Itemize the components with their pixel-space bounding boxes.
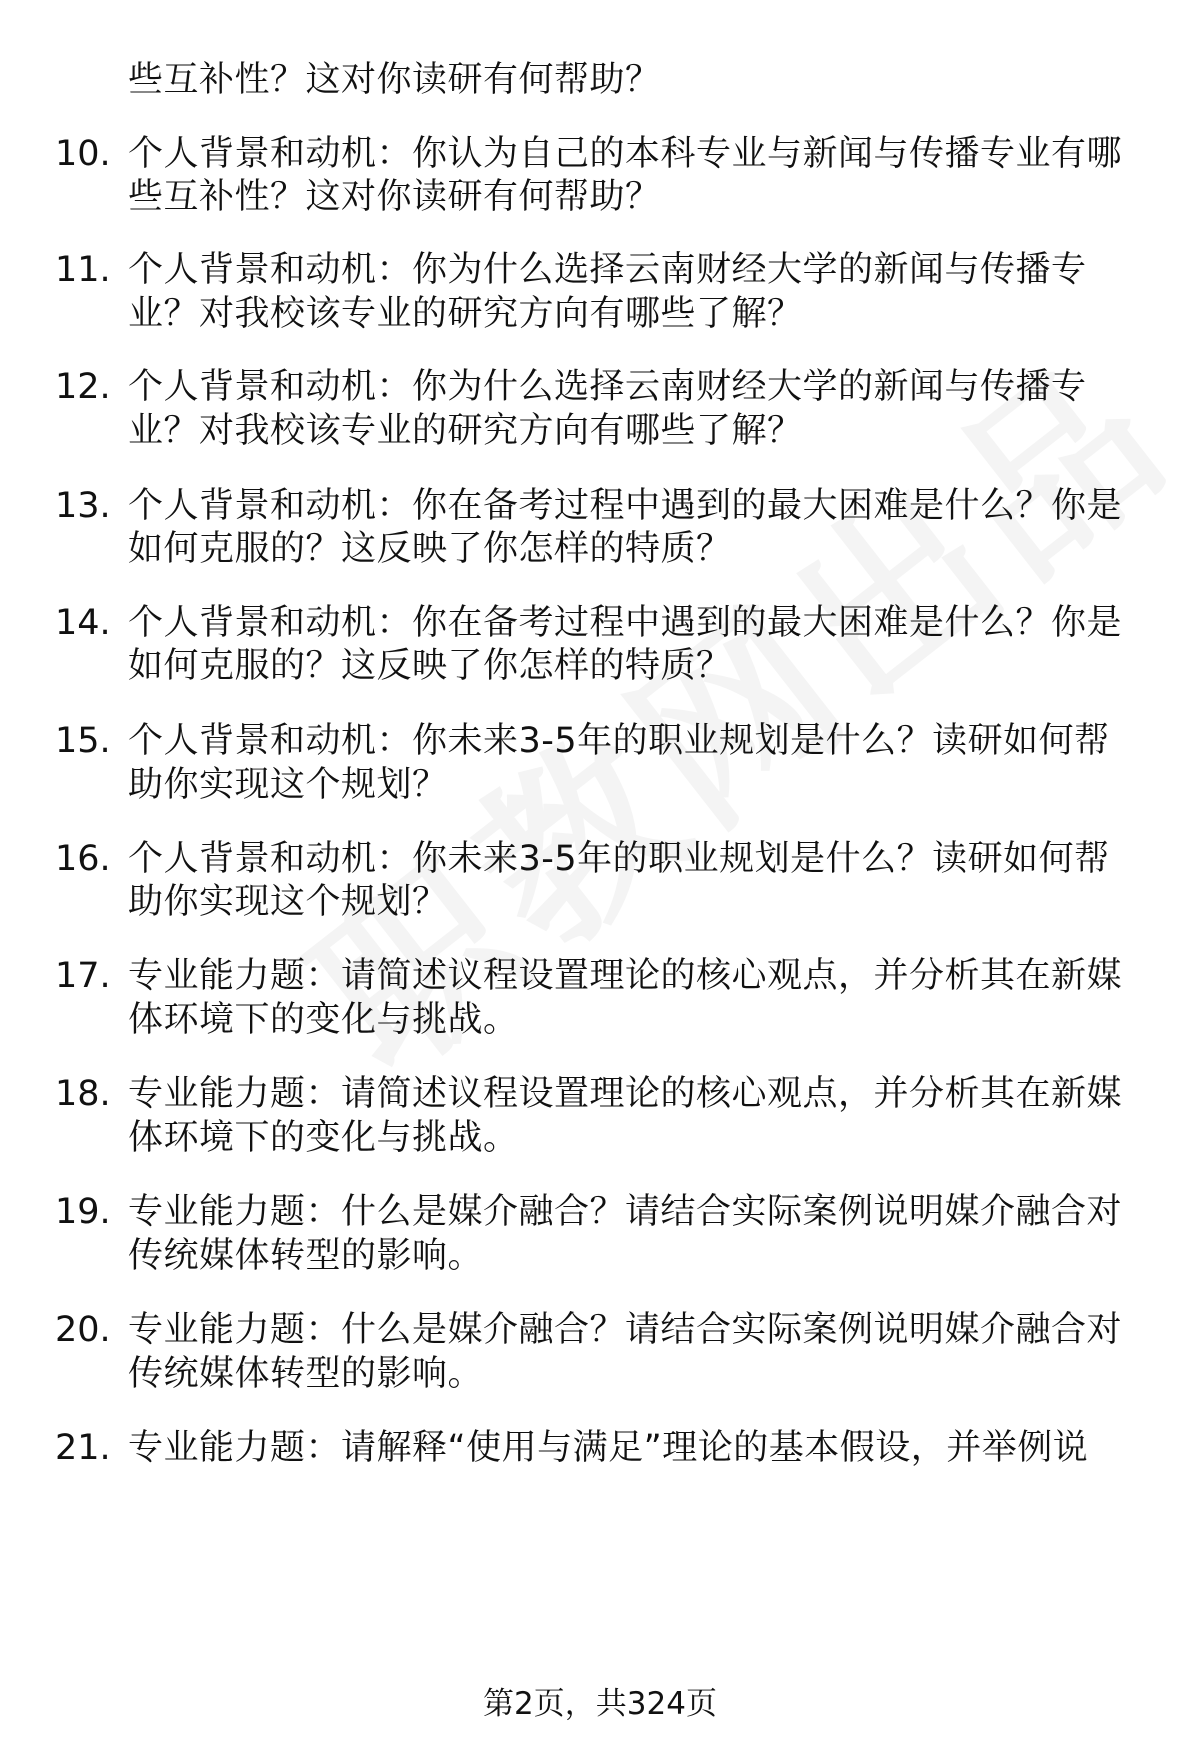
item-text-line-1: 专业能力题：请简述议程设置理论的核心观点，并分析其在新媒	[128, 1074, 1123, 1114]
item-number: 18.	[55, 1074, 111, 1114]
continuation-line: 些互补性？这对你读研有何帮助？	[128, 60, 661, 100]
item-text-line-2: 传统媒体转型的影响。	[128, 1354, 484, 1394]
item-text-line-1: 个人背景和动机：你在备考过程中遇到的最大困难是什么？你是	[128, 603, 1123, 643]
item-text-line-2: 业？对我校该专业的研究方向有哪些了解？	[128, 411, 803, 451]
item-number: 13.	[55, 486, 111, 526]
item-number: 17.	[55, 956, 111, 996]
item-text-line-2: 助你实现这个规划？	[128, 765, 448, 805]
item-text-line-2: 体环境下的变化与挑战。	[128, 1000, 519, 1040]
item-number: 16.	[55, 839, 111, 879]
item-number: 11.	[55, 250, 111, 290]
item-text-line-1: 个人背景和动机：你在备考过程中遇到的最大困难是什么？你是	[128, 486, 1123, 526]
item-text-line-1: 个人背景和动机：你未来3-5年的职业规划是什么？读研如何帮	[128, 721, 1110, 761]
item-text-line-1: 专业能力题：什么是媒介融合？请结合实际案例说明媒介融合对	[128, 1192, 1123, 1232]
item-number: 19.	[55, 1192, 111, 1232]
item-number: 15.	[55, 721, 111, 761]
item-text-line-1: 专业能力题：请简述议程设置理论的核心观点，并分析其在新媒	[128, 956, 1123, 996]
item-text-line-1: 专业能力题：什么是媒介融合？请结合实际案例说明媒介融合对	[128, 1310, 1123, 1350]
item-text-line-2: 些互补性？这对你读研有何帮助？	[128, 177, 661, 217]
item-number: 20.	[55, 1310, 111, 1350]
item-text-line-2: 如何克服的？这反映了你怎样的特质？	[128, 529, 732, 569]
page-footer: 第2页，共324页	[483, 1686, 717, 1722]
item-number: 10.	[55, 134, 111, 174]
item-text-line-1: 个人背景和动机：你未来3-5年的职业规划是什么？读研如何帮	[128, 839, 1110, 879]
item-text-line-2: 如何克服的？这反映了你怎样的特质？	[128, 646, 732, 686]
item-text-line-1: 专业能力题：请解释“使用与满足”理论的基本假设，并举例说	[128, 1428, 1089, 1468]
item-text-line-2: 助你实现这个规划？	[128, 882, 448, 922]
item-text-line-2: 体环境下的变化与挑战。	[128, 1118, 519, 1158]
item-number: 14.	[55, 603, 111, 643]
item-text-line-1: 个人背景和动机：你认为自己的本科专业与新闻与传播专业有哪	[128, 134, 1123, 174]
item-text-line-2: 业？对我校该专业的研究方向有哪些了解？	[128, 294, 803, 334]
item-text-line-1: 个人背景和动机：你为什么选择云南财经大学的新闻与传播专	[128, 367, 1087, 407]
item-text-line-2: 传统媒体转型的影响。	[128, 1236, 484, 1276]
item-number: 21.	[55, 1428, 111, 1468]
item-text-line-1: 个人背景和动机：你为什么选择云南财经大学的新闻与传播专	[128, 250, 1087, 290]
item-number: 12.	[55, 367, 111, 407]
